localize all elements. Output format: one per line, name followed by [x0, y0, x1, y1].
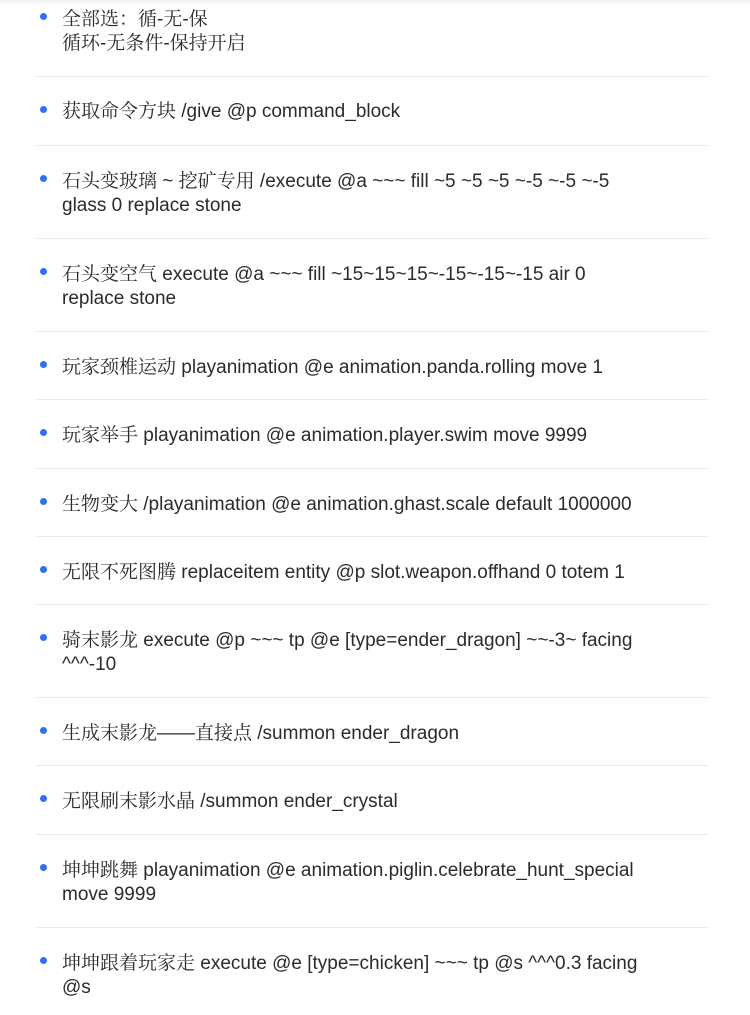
- list-item-text: 获取命令方块 /give @p command_block: [62, 101, 401, 122]
- bullet-dot-icon: [40, 13, 47, 20]
- list-item-text: 生物变大 /playanimation @e animation.ghast.scale default 1000000: [62, 494, 632, 515]
- bullet-dot-icon: [40, 957, 47, 964]
- list-item: [36, 239, 708, 332]
- list-item-text: 骑末影龙 execute @p ~~~ tp @e [type=ender_dragon] ~~-3~ facing ^^^-10: [62, 630, 633, 675]
- bullet-dot-icon: [40, 795, 47, 802]
- list-item: [36, 537, 708, 605]
- list-item: [36, 766, 708, 835]
- bullet-dot-icon: [40, 106, 47, 113]
- list-item: [36, 146, 708, 239]
- bullet-dot-icon: [40, 864, 47, 871]
- list-item-text: 坤坤跟着玩家走 execute @e [type=chicken] ~~~ tp @s ^^^0.3 facing @s: [62, 953, 638, 998]
- bullet-dot-icon: [40, 634, 47, 641]
- list-item: [36, 605, 708, 698]
- list-item-text: 无限刷末影水晶 /summon ender_crystal: [62, 791, 398, 812]
- list-item-text: 玩家举手 playanimation @e animation.player.swim move 9999: [62, 425, 588, 446]
- bullet-dot-icon: [40, 175, 47, 182]
- bullet-dot-icon: [40, 498, 47, 505]
- list-item-text: 生成末影龙——直接点 /summon ender_dragon: [62, 723, 460, 744]
- bullet-dot-icon: [40, 429, 47, 436]
- list-item-text: 石头变玻璃 ~ 挖矿专用 /execute @a ~~~ fill ~5 ~5 ~5 ~-5 ~-5 ~-5 glass 0 replace stone: [62, 171, 610, 216]
- list-item: [36, 469, 708, 537]
- list-item: [36, 0, 708, 77]
- list-item-text: 无限不死图腾 replaceitem entity @p slot.weapon.offhand 0 totem 1: [62, 562, 625, 583]
- list-item-text: 全部选：循-无-保 循环-无条件-保持开启: [62, 9, 246, 54]
- bullet-dot-icon: [40, 361, 47, 368]
- list-item-text: 玩家颈椎运动 playanimation @e animation.panda.rolling move 1: [62, 357, 603, 378]
- list-item: [36, 928, 708, 1008]
- list-item: [36, 835, 708, 928]
- list-item-text: 坤坤跳舞 playanimation @e animation.piglin.celebrate_hunt_special move 9999: [62, 860, 634, 905]
- list-item: [36, 400, 708, 469]
- list-item: [36, 332, 708, 400]
- bullet-dot-icon: [40, 566, 47, 573]
- list-item: [36, 698, 708, 766]
- list-item-text: 石头变空气 execute @a ~~~ fill ~15~15~15~-15~-15~-15 air 0 replace stone: [62, 264, 586, 309]
- bullet-dot-icon: [40, 727, 47, 734]
- list-item: [36, 77, 708, 146]
- bullet-dot-icon: [40, 268, 47, 275]
